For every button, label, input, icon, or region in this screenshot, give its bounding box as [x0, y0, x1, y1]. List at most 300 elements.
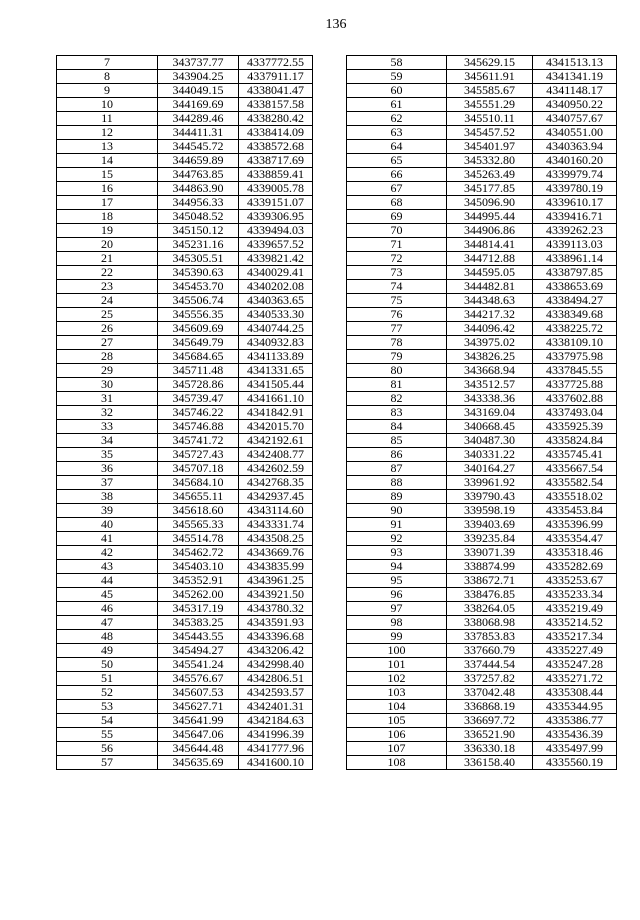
x-coordinate-cell: 338874.99	[447, 560, 533, 574]
x-coordinate-cell: 345401.97	[447, 140, 533, 154]
point-number-cell: 63	[347, 126, 447, 140]
x-coordinate-cell: 345390.63	[158, 266, 239, 280]
x-coordinate-cell: 345684.65	[158, 350, 239, 364]
x-coordinate-cell: 344169.69	[158, 98, 239, 112]
y-coordinate-cell: 4340950.22	[533, 98, 617, 112]
point-number-cell: 71	[347, 238, 447, 252]
x-coordinate-cell: 336697.72	[447, 714, 533, 728]
point-number-cell: 70	[347, 224, 447, 238]
point-number-cell: 76	[347, 308, 447, 322]
y-coordinate-cell: 4338961.14	[533, 252, 617, 266]
x-coordinate-cell: 345576.67	[158, 672, 239, 686]
x-coordinate-cell: 339598.19	[447, 504, 533, 518]
x-coordinate-cell: 345647.06	[158, 728, 239, 742]
point-number-cell: 50	[57, 658, 158, 672]
table-row	[57, 266, 313, 280]
table-row	[57, 196, 313, 210]
point-number-cell: 26	[57, 322, 158, 336]
y-coordinate-cell: 4338494.27	[533, 294, 617, 308]
point-number-cell: 102	[347, 672, 447, 686]
y-coordinate-cell: 4341133.89	[239, 350, 313, 364]
y-coordinate-cell: 4335247.28	[533, 658, 617, 672]
y-coordinate-cell: 4341600.10	[239, 756, 313, 770]
x-coordinate-cell: 344289.46	[158, 112, 239, 126]
table-row	[57, 560, 313, 574]
table-row	[347, 616, 617, 630]
point-number-cell: 25	[57, 308, 158, 322]
y-coordinate-cell: 4335217.34	[533, 630, 617, 644]
table-row	[57, 700, 313, 714]
x-coordinate-cell: 345443.55	[158, 630, 239, 644]
table-row	[347, 322, 617, 336]
y-coordinate-cell: 4341513.13	[533, 56, 617, 70]
table-row	[347, 182, 617, 196]
y-coordinate-cell: 4335344.95	[533, 700, 617, 714]
x-coordinate-cell: 344482.81	[447, 280, 533, 294]
x-coordinate-cell: 339790.43	[447, 490, 533, 504]
y-coordinate-cell: 4335396.99	[533, 518, 617, 532]
point-number-cell: 92	[347, 532, 447, 546]
y-coordinate-cell: 4339151.07	[239, 196, 313, 210]
y-coordinate-cell: 4339494.03	[239, 224, 313, 238]
table-row	[57, 476, 313, 490]
table-row	[57, 630, 313, 644]
x-coordinate-cell: 338476.85	[447, 588, 533, 602]
point-number-cell: 57	[57, 756, 158, 770]
y-coordinate-cell: 4339416.71	[533, 210, 617, 224]
y-coordinate-cell: 4337493.04	[533, 406, 617, 420]
table-row	[347, 266, 617, 280]
table-row	[347, 476, 617, 490]
x-coordinate-cell: 345332.80	[447, 154, 533, 168]
x-coordinate-cell: 345177.85	[447, 182, 533, 196]
point-number-cell: 83	[347, 406, 447, 420]
point-number-cell: 22	[57, 266, 158, 280]
y-coordinate-cell: 4343508.25	[239, 532, 313, 546]
y-coordinate-cell: 4340160.20	[533, 154, 617, 168]
x-coordinate-cell: 344545.72	[158, 140, 239, 154]
x-coordinate-cell: 345684.10	[158, 476, 239, 490]
x-coordinate-cell: 345565.33	[158, 518, 239, 532]
y-coordinate-cell: 4338653.69	[533, 280, 617, 294]
x-coordinate-cell: 345727.43	[158, 448, 239, 462]
point-number-cell: 34	[57, 434, 158, 448]
x-coordinate-cell: 336330.18	[447, 742, 533, 756]
y-coordinate-cell: 4339979.74	[533, 168, 617, 182]
x-coordinate-cell: 336521.90	[447, 728, 533, 742]
table-row	[347, 168, 617, 182]
point-number-cell: 18	[57, 210, 158, 224]
point-number-cell: 31	[57, 392, 158, 406]
point-number-cell: 91	[347, 518, 447, 532]
table-row	[347, 742, 617, 756]
point-number-cell: 30	[57, 378, 158, 392]
table-row	[347, 280, 617, 294]
point-number-cell: 27	[57, 336, 158, 350]
point-number-cell: 106	[347, 728, 447, 742]
point-number-cell: 46	[57, 602, 158, 616]
x-coordinate-cell: 345096.90	[447, 196, 533, 210]
y-coordinate-cell: 4339262.23	[533, 224, 617, 238]
y-coordinate-cell: 4338414.09	[239, 126, 313, 140]
page-number: 136	[325, 17, 347, 32]
point-number-cell: 24	[57, 294, 158, 308]
x-coordinate-cell: 345494.27	[158, 644, 239, 658]
table-row	[57, 84, 313, 98]
coordinate-table-left	[56, 55, 313, 770]
x-coordinate-cell: 339961.92	[447, 476, 533, 490]
y-coordinate-cell: 4335227.49	[533, 644, 617, 658]
point-number-cell: 65	[347, 154, 447, 168]
y-coordinate-cell: 4342408.77	[239, 448, 313, 462]
y-coordinate-cell: 4335560.19	[533, 756, 617, 770]
x-coordinate-cell: 345510.11	[447, 112, 533, 126]
y-coordinate-cell: 4340744.25	[239, 322, 313, 336]
table-row	[57, 434, 313, 448]
y-coordinate-cell: 4340202.08	[239, 280, 313, 294]
point-number-cell: 73	[347, 266, 447, 280]
y-coordinate-cell: 4340029.41	[239, 266, 313, 280]
table-row	[347, 98, 617, 112]
table-row	[347, 602, 617, 616]
point-number-cell: 103	[347, 686, 447, 700]
table-row	[347, 630, 617, 644]
point-number-cell: 89	[347, 490, 447, 504]
point-number-cell: 54	[57, 714, 158, 728]
x-coordinate-cell: 345453.70	[158, 280, 239, 294]
x-coordinate-cell: 340331.22	[447, 448, 533, 462]
table-row	[57, 378, 313, 392]
y-coordinate-cell: 4337845.55	[533, 364, 617, 378]
table-row	[57, 322, 313, 336]
table-row	[57, 490, 313, 504]
x-coordinate-cell: 345644.48	[158, 742, 239, 756]
y-coordinate-cell: 4342192.61	[239, 434, 313, 448]
point-number-cell: 23	[57, 280, 158, 294]
point-number-cell: 67	[347, 182, 447, 196]
y-coordinate-cell: 4343206.42	[239, 644, 313, 658]
y-coordinate-cell: 4338157.58	[239, 98, 313, 112]
y-coordinate-cell: 4339780.19	[533, 182, 617, 196]
point-number-cell: 51	[57, 672, 158, 686]
x-coordinate-cell: 345551.29	[447, 98, 533, 112]
y-coordinate-cell: 4340363.65	[239, 294, 313, 308]
table-row	[57, 252, 313, 266]
x-coordinate-cell: 345649.79	[158, 336, 239, 350]
y-coordinate-cell: 4340932.83	[239, 336, 313, 350]
table-row	[347, 126, 617, 140]
x-coordinate-cell: 345627.71	[158, 700, 239, 714]
y-coordinate-cell: 4342593.57	[239, 686, 313, 700]
y-coordinate-cell: 4339821.42	[239, 252, 313, 266]
y-coordinate-cell: 4337725.88	[533, 378, 617, 392]
table-row	[347, 196, 617, 210]
table-row	[57, 518, 313, 532]
x-coordinate-cell: 345048.52	[158, 210, 239, 224]
table-row	[347, 154, 617, 168]
y-coordinate-cell: 4341148.17	[533, 84, 617, 98]
table-row	[57, 56, 313, 70]
point-number-cell: 41	[57, 532, 158, 546]
x-coordinate-cell: 343512.57	[447, 378, 533, 392]
point-number-cell: 38	[57, 490, 158, 504]
y-coordinate-cell: 4341661.10	[239, 392, 313, 406]
table-row	[347, 574, 617, 588]
x-coordinate-cell: 340164.27	[447, 462, 533, 476]
point-number-cell: 72	[347, 252, 447, 266]
table-row	[57, 686, 313, 700]
x-coordinate-cell: 344096.42	[447, 322, 533, 336]
y-coordinate-cell: 4338572.68	[239, 140, 313, 154]
table-row	[57, 140, 313, 154]
point-number-cell: 43	[57, 560, 158, 574]
y-coordinate-cell: 4339113.03	[533, 238, 617, 252]
x-coordinate-cell: 345457.52	[447, 126, 533, 140]
y-coordinate-cell: 4335308.44	[533, 686, 617, 700]
table-row	[57, 420, 313, 434]
point-number-cell: 96	[347, 588, 447, 602]
table-row	[347, 462, 617, 476]
point-number-cell: 93	[347, 546, 447, 560]
table-row	[347, 644, 617, 658]
x-coordinate-cell: 343737.77	[158, 56, 239, 70]
table-row	[347, 672, 617, 686]
x-coordinate-cell: 343338.36	[447, 392, 533, 406]
point-number-cell: 48	[57, 630, 158, 644]
table-row	[57, 294, 313, 308]
y-coordinate-cell: 4335518.02	[533, 490, 617, 504]
table-row	[57, 742, 313, 756]
point-number-cell: 90	[347, 504, 447, 518]
table-row	[347, 490, 617, 504]
table-row	[57, 364, 313, 378]
table-row	[347, 714, 617, 728]
point-number-cell: 40	[57, 518, 158, 532]
table-row	[347, 252, 617, 266]
y-coordinate-cell: 4341505.44	[239, 378, 313, 392]
table-row	[347, 294, 617, 308]
y-coordinate-cell: 4340551.00	[533, 126, 617, 140]
table-row	[347, 686, 617, 700]
y-coordinate-cell: 4335271.72	[533, 672, 617, 686]
point-number-cell: 68	[347, 196, 447, 210]
y-coordinate-cell: 4335436.39	[533, 728, 617, 742]
x-coordinate-cell: 345611.91	[447, 70, 533, 84]
table-row	[347, 140, 617, 154]
table-row	[347, 210, 617, 224]
point-number-cell: 95	[347, 574, 447, 588]
y-coordinate-cell: 4342806.51	[239, 672, 313, 686]
table-row	[57, 406, 313, 420]
table-row	[57, 644, 313, 658]
x-coordinate-cell: 343668.94	[447, 364, 533, 378]
point-number-cell: 100	[347, 644, 447, 658]
x-coordinate-cell: 345728.86	[158, 378, 239, 392]
point-number-cell: 97	[347, 602, 447, 616]
point-number-cell: 62	[347, 112, 447, 126]
coordinate-table-right	[346, 55, 617, 770]
y-coordinate-cell: 4341996.39	[239, 728, 313, 742]
x-coordinate-cell: 339235.84	[447, 532, 533, 546]
point-number-cell: 64	[347, 140, 447, 154]
y-coordinate-cell: 4341842.91	[239, 406, 313, 420]
y-coordinate-cell: 4335253.67	[533, 574, 617, 588]
x-coordinate-cell: 345231.16	[158, 238, 239, 252]
point-number-cell: 78	[347, 336, 447, 350]
table-row	[57, 448, 313, 462]
y-coordinate-cell: 4335824.84	[533, 434, 617, 448]
point-number-cell: 86	[347, 448, 447, 462]
table-row	[57, 504, 313, 518]
x-coordinate-cell: 345305.51	[158, 252, 239, 266]
table-row	[57, 658, 313, 672]
point-number-cell: 74	[347, 280, 447, 294]
table-row	[57, 574, 313, 588]
x-coordinate-cell: 345263.49	[447, 168, 533, 182]
x-coordinate-cell: 345541.24	[158, 658, 239, 672]
point-number-cell: 12	[57, 126, 158, 140]
x-coordinate-cell: 338264.05	[447, 602, 533, 616]
y-coordinate-cell: 4335386.77	[533, 714, 617, 728]
x-coordinate-cell: 339071.39	[447, 546, 533, 560]
y-coordinate-cell: 4337911.17	[239, 70, 313, 84]
table-row	[347, 518, 617, 532]
point-number-cell: 85	[347, 434, 447, 448]
table-row	[347, 700, 617, 714]
y-coordinate-cell: 4342015.70	[239, 420, 313, 434]
x-coordinate-cell: 345514.78	[158, 532, 239, 546]
x-coordinate-cell: 344956.33	[158, 196, 239, 210]
y-coordinate-cell: 4338109.10	[533, 336, 617, 350]
table-row	[347, 56, 617, 70]
y-coordinate-cell: 4340533.30	[239, 308, 313, 322]
table-row	[347, 546, 617, 560]
y-coordinate-cell: 4341777.96	[239, 742, 313, 756]
x-coordinate-cell: 345707.18	[158, 462, 239, 476]
x-coordinate-cell: 344659.89	[158, 154, 239, 168]
x-coordinate-cell: 340487.30	[447, 434, 533, 448]
y-coordinate-cell: 4335925.39	[533, 420, 617, 434]
y-coordinate-cell: 4339610.17	[533, 196, 617, 210]
point-number-cell: 36	[57, 462, 158, 476]
y-coordinate-cell: 4343396.68	[239, 630, 313, 644]
y-coordinate-cell: 4338041.47	[239, 84, 313, 98]
table-row	[57, 224, 313, 238]
x-coordinate-cell: 345317.19	[158, 602, 239, 616]
point-number-cell: 15	[57, 168, 158, 182]
x-coordinate-cell: 337853.83	[447, 630, 533, 644]
y-coordinate-cell: 4338797.85	[533, 266, 617, 280]
y-coordinate-cell: 4335318.46	[533, 546, 617, 560]
x-coordinate-cell: 340668.45	[447, 420, 533, 434]
point-number-cell: 33	[57, 420, 158, 434]
table-row	[347, 434, 617, 448]
point-number-cell: 32	[57, 406, 158, 420]
x-coordinate-cell: 343975.02	[447, 336, 533, 350]
y-coordinate-cell: 4335582.54	[533, 476, 617, 490]
table-row	[57, 112, 313, 126]
table-row	[57, 238, 313, 252]
y-coordinate-cell: 4339657.52	[239, 238, 313, 252]
point-number-cell: 28	[57, 350, 158, 364]
point-number-cell: 61	[347, 98, 447, 112]
y-coordinate-cell: 4342401.31	[239, 700, 313, 714]
point-number-cell: 35	[57, 448, 158, 462]
table-row	[347, 308, 617, 322]
x-coordinate-cell: 344712.88	[447, 252, 533, 266]
table-row	[347, 364, 617, 378]
point-number-cell: 44	[57, 574, 158, 588]
x-coordinate-cell: 344348.63	[447, 294, 533, 308]
y-coordinate-cell: 4343591.93	[239, 616, 313, 630]
y-coordinate-cell: 4339306.95	[239, 210, 313, 224]
x-coordinate-cell: 344411.31	[158, 126, 239, 140]
y-coordinate-cell: 4335453.84	[533, 504, 617, 518]
point-number-cell: 80	[347, 364, 447, 378]
table-row	[347, 378, 617, 392]
point-number-cell: 58	[347, 56, 447, 70]
point-number-cell: 55	[57, 728, 158, 742]
table-row	[347, 588, 617, 602]
point-number-cell: 79	[347, 350, 447, 364]
table-row	[57, 210, 313, 224]
point-number-cell: 20	[57, 238, 158, 252]
table-row	[57, 350, 313, 364]
x-coordinate-cell: 344814.41	[447, 238, 533, 252]
point-number-cell: 60	[347, 84, 447, 98]
point-number-cell: 82	[347, 392, 447, 406]
point-number-cell: 87	[347, 462, 447, 476]
table-row	[57, 168, 313, 182]
point-number-cell: 56	[57, 742, 158, 756]
table-row	[347, 238, 617, 252]
x-coordinate-cell: 345635.69	[158, 756, 239, 770]
x-coordinate-cell: 344595.05	[447, 266, 533, 280]
point-number-cell: 69	[347, 210, 447, 224]
table-row	[347, 224, 617, 238]
x-coordinate-cell: 338672.71	[447, 574, 533, 588]
y-coordinate-cell: 4337772.55	[239, 56, 313, 70]
table-row	[57, 98, 313, 112]
point-number-cell: 59	[347, 70, 447, 84]
point-number-cell: 66	[347, 168, 447, 182]
x-coordinate-cell: 345741.72	[158, 434, 239, 448]
x-coordinate-cell: 345609.69	[158, 322, 239, 336]
y-coordinate-cell: 4335667.54	[533, 462, 617, 476]
y-coordinate-cell: 4337602.88	[533, 392, 617, 406]
point-number-cell: 17	[57, 196, 158, 210]
point-number-cell: 81	[347, 378, 447, 392]
x-coordinate-cell: 345585.67	[447, 84, 533, 98]
y-coordinate-cell: 4335219.49	[533, 602, 617, 616]
table-row	[347, 392, 617, 406]
point-number-cell: 94	[347, 560, 447, 574]
table-row	[347, 448, 617, 462]
point-number-cell: 7	[57, 56, 158, 70]
x-coordinate-cell: 344995.44	[447, 210, 533, 224]
table-row	[347, 420, 617, 434]
table-row	[57, 672, 313, 686]
x-coordinate-cell: 345746.22	[158, 406, 239, 420]
table-row	[347, 560, 617, 574]
x-coordinate-cell: 345506.74	[158, 294, 239, 308]
point-number-cell: 21	[57, 252, 158, 266]
table-row	[57, 70, 313, 84]
y-coordinate-cell: 4342602.59	[239, 462, 313, 476]
point-number-cell: 45	[57, 588, 158, 602]
point-number-cell: 19	[57, 224, 158, 238]
x-coordinate-cell: 345556.35	[158, 308, 239, 322]
